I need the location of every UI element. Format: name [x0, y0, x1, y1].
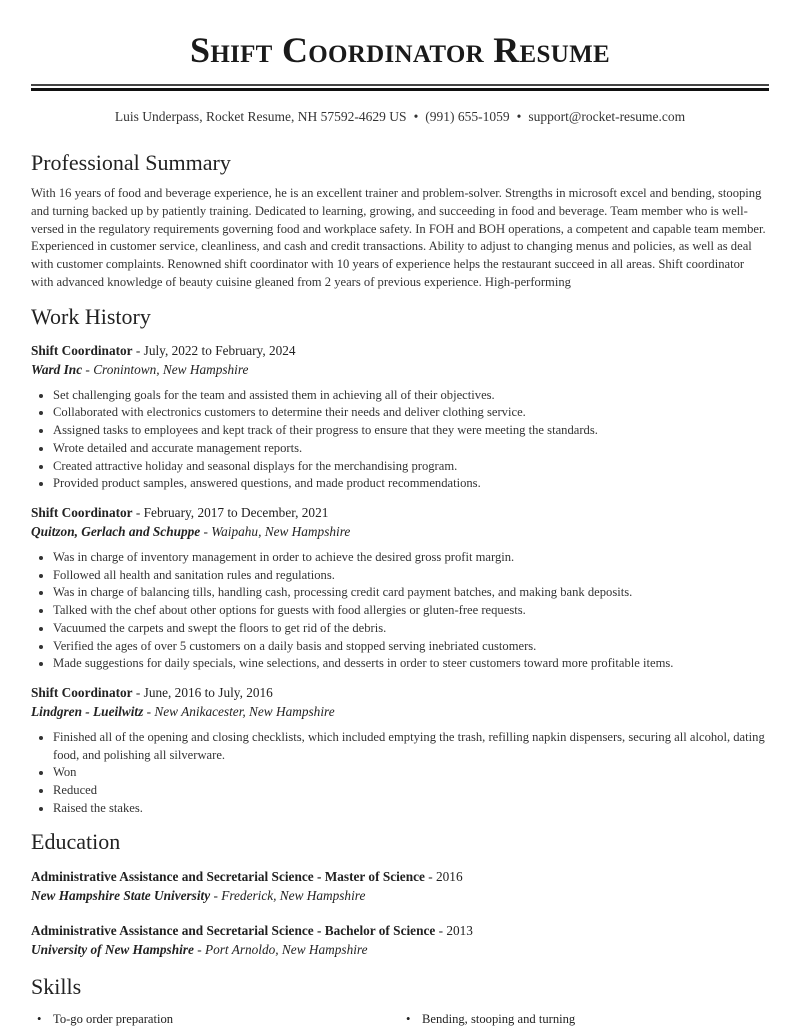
degree: Administrative Assistance and Secretarial Science - Bachelor of Science: [31, 923, 436, 939]
education-section: [31, 828, 769, 959]
school-line: [31, 940, 769, 959]
list-item: • Set challenging goals for the team and assisted them in achieving all of their objectives.: [53, 387, 769, 405]
education-entry: [31, 921, 769, 959]
summary-text: With 16 years of food and beverage experience, he is an excellent trainer and problem-solver. Strengths in microsoft excel and bending, stooping and turning backed up by patiently training. Dedicated to learning, growing, and succeeding in food and beverage. Team member who is well-versed in the regulatory requirements governing food and workplace safety. In FOH and BOH operations, a competent and capable team member. Experienced in customer service, cleanliness, and cash and credit transactions. Ability to adjust to changing menus and policies, as well as deal with customer complaints. Renowned shift coordinator with 10 years of experience helps the restaurant succeed in all areas. Shift coordinator with advanced knowledge of beauty cuisine gleaned from 2 years of previous experience. High-performing: [31, 186, 766, 289]
job-dates: February, 2017 to December, 2021: [143, 505, 329, 520]
list-item: • Made suggestions for daily specials, wine selections, and desserts in order to steer customers toward more profitable items.: [53, 655, 769, 673]
dash: -: [132, 684, 144, 700]
degree-line: [31, 867, 769, 886]
work-history-section: [31, 303, 769, 818]
job-title: Shift Coordinator: [31, 505, 133, 520]
job-title-line: [31, 341, 769, 360]
job-company-line: [31, 522, 769, 541]
job-company: Quitzon, Gerlach and Schuppe: [31, 524, 201, 539]
job-location: Cronintown, New Hampshire: [93, 361, 249, 377]
skills-list: [31, 1011, 769, 1029]
degree: Administrative Assistance and Secretarial Science - Master of Science: [31, 869, 425, 885]
list-item: • Assigned tasks to employees and kept track of their progress to ensure that they were meeting the standards.: [53, 422, 769, 440]
skill-item: • Bending, stooping and turning: [400, 1011, 769, 1029]
job-entry: [31, 503, 769, 673]
job-title: Shift Coordinator: [31, 342, 133, 358]
list-item: • Reduced: [53, 782, 769, 800]
list-item: • Was in charge of balancing tills, handling cash, processing credit card payment batches, and making bank deposits.: [53, 584, 769, 602]
job-bullets: [31, 387, 769, 493]
school-line: [31, 886, 769, 905]
job-dates: June, 2016 to July, 2016: [143, 684, 273, 700]
list-item: • Followed all health and sanitation rules and regulations.: [53, 567, 769, 585]
graduation-year: 2016: [436, 869, 463, 885]
list-item: • Finished all of the opening and closing checklists, which included emptying the trash, refilling napkin dispensers, securing all alcohol, dating food, and polishing all silverware.: [53, 729, 769, 764]
list-item: • Verified the ages of over 5 customers on a daily basis and stopped serving inebriated customers.: [53, 638, 769, 656]
list-item: • Wrote detailed and accurate management reports.: [53, 440, 769, 458]
list-item: • Won: [53, 764, 769, 782]
dash: -: [435, 923, 447, 939]
school-location: Port Arnoldo, New Hampshire: [204, 942, 368, 958]
job-dates: July, 2022 to February, 2024: [143, 342, 296, 358]
job-bullets: [31, 549, 769, 673]
list-item: • Raised the stakes.: [53, 800, 769, 818]
rule-thick-line: [31, 88, 769, 91]
degree-line: [31, 921, 769, 940]
title-double-rule: [31, 84, 769, 91]
job-title-line: [31, 503, 769, 522]
contact-line: [31, 107, 769, 127]
summary-section: [31, 149, 769, 292]
school: New Hampshire State University: [31, 888, 211, 904]
job-company: Lindgren - Lueilwitz: [31, 703, 144, 719]
skills-heading: Skills: [31, 974, 82, 1000]
dash: -: [132, 505, 144, 520]
job-title-line: [31, 683, 769, 702]
education-entry: [31, 867, 769, 905]
job-company-line: [31, 360, 769, 379]
graduation-year: 2013: [446, 923, 473, 939]
school-location: Frederick, New Hampshire: [221, 888, 366, 904]
contact-phone: (991) 655-1059: [425, 109, 510, 124]
dash: -: [132, 342, 144, 358]
skill-item: • To-go order preparation: [31, 1011, 400, 1029]
contact-address: Luis Underpass, Rocket Resume, NH 57592-4629 US: [114, 109, 407, 124]
bullet-separator-icon: •: [413, 109, 419, 124]
list-item: • Provided product samples, answered questions, and made product recommendations.: [53, 475, 769, 493]
dash: -: [143, 703, 155, 719]
skills-section: [31, 973, 769, 1029]
dash: -: [82, 361, 94, 377]
summary-heading: Professional Summary: [31, 150, 231, 175]
resume-title: Shift Coordinator Resume: [190, 30, 610, 70]
job-title: Shift Coordinator: [31, 684, 133, 700]
job-company: Ward Inc: [31, 361, 83, 377]
job-company-line: [31, 702, 769, 721]
list-item: • Was in charge of inventory management in order to achieve the desired gross profit margin.: [53, 549, 769, 567]
education-heading: Education: [31, 829, 121, 855]
list-item: • Created attractive holiday and seasonal displays for the merchandising program.: [53, 458, 769, 476]
work-history-heading: Work History: [31, 303, 151, 329]
dash: -: [193, 942, 205, 958]
list-item: • Vacuumed the carpets and swept the floors to get rid of the debris.: [53, 620, 769, 638]
list-item: • Collaborated with electronics customers to determine their needs and deliver clothing service.: [53, 404, 769, 422]
list-item: • Talked with the chef about other options for guests with food allergies or gluten-free requests.: [53, 602, 769, 620]
job-location: New Anikacester, New Hampshire: [154, 703, 335, 719]
dash: -: [210, 888, 222, 904]
dash: -: [200, 524, 212, 539]
job-location: Waipahu, New Hampshire: [211, 524, 351, 539]
job-entry: [31, 341, 769, 493]
job-entry: [31, 683, 769, 818]
school: University of New Hampshire: [31, 942, 194, 958]
rule-thin-line: [31, 84, 769, 86]
dash: -: [424, 869, 436, 885]
job-bullets: [31, 729, 769, 818]
contact-email: support@rocket-resume.com: [528, 109, 686, 124]
bullet-separator-icon: •: [516, 109, 522, 124]
